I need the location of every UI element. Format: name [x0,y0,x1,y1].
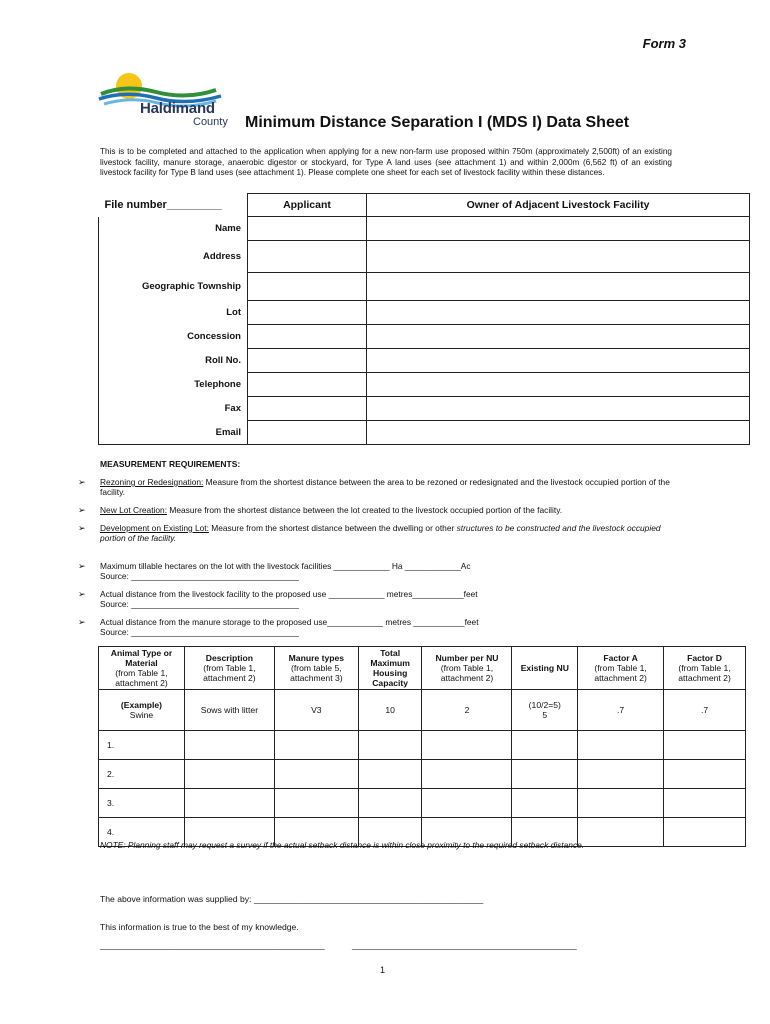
owner-name-field[interactable] [366,217,749,241]
applicant-column-header: Applicant [248,194,367,217]
example-row [99,690,746,731]
applicant-roll-field[interactable] [248,349,367,373]
bullet-icon: ➢ [78,617,86,627]
applicant-address-field[interactable] [248,241,367,273]
page-number: 1 [380,965,386,975]
header-description: Description (from Table 1, attachment 2) [184,647,274,690]
example-description: Sows with litter [184,690,274,731]
cell-input[interactable] [358,760,422,789]
email-label: Email [99,421,248,445]
newlot-label: New Lot Creation: [100,505,168,515]
example-capacity: 10 [358,690,422,731]
bullet-icon: ➢ [78,523,86,533]
example-type: (Example) Swine [99,690,185,731]
cell-input[interactable] [512,731,578,760]
lot-label: Lot [99,301,248,325]
header-number-per-nu: Number per NU (from Table 1, attachment 2) [422,647,512,690]
cell-input[interactable] [578,789,664,818]
owner-column-header: Owner of Adjacent Livestock Facility [366,194,749,217]
dev-italic: structures to be constructed and the livestock occupied portion of the facility. [100,523,661,543]
cell-input[interactable] [578,760,664,789]
signature-line-2[interactable]: _______________________________________________ [352,940,577,950]
newlot-text: Measure from the shortest distance between the lot created to the livestock occupied portion of the facility. [167,505,563,515]
cell-input[interactable] [578,731,664,760]
header-existing-nu: Existing NU [512,647,578,690]
measurement-title: MEASUREMENT REQUIREMENTS: [100,459,241,469]
cell-input[interactable] [422,760,512,789]
cell-input[interactable] [512,760,578,789]
address-label: Address [99,241,248,273]
roll-no-label: Roll No. [99,349,248,373]
cell-input[interactable] [512,789,578,818]
table-row [99,789,746,818]
owner-lot-field[interactable] [366,301,749,325]
fax-label: Fax [99,397,248,421]
rezoning-requirement [100,477,680,497]
form-label: Form 3 [642,36,686,51]
supplied-by-line[interactable]: The above information was supplied by: ________________________________________________ [100,894,484,904]
owner-concession-field[interactable] [366,325,749,349]
animal-calculation-table [98,646,746,847]
cell-input[interactable] [664,818,746,847]
rezoning-text: Measure from the shortest distance between the area to be rezoned or redesignated and the livestock occupied portion of the facility. [100,477,670,497]
example-manure: V3 [274,690,358,731]
logo-sub: County [193,116,228,128]
bullet-icon: ➢ [78,505,86,515]
new-lot-requirement [100,505,680,515]
page-title: Minimum Distance Separation I (MDS I) Data Sheet [245,114,630,131]
applicant-township-field[interactable] [248,273,367,301]
cell-input[interactable] [664,731,746,760]
bullet-icon: ➢ [78,589,86,599]
note-text: NOTE: Planning staff may request a survey if the actual setback distance is within close proximity to the required setback distance. [100,840,585,850]
facility-distance-line[interactable]: Actual distance from the livestock facility to the proposed use ____________ metres___________feet [100,589,478,599]
header-manure-types: Manure types (from table 5, attachment 3) [274,647,358,690]
applicant-name-field[interactable] [248,217,367,241]
header-factor-a: Factor A (from Table 1, attachment 2) [578,647,664,690]
cell-input[interactable] [184,789,274,818]
applicant-concession-field[interactable] [248,325,367,349]
table-row [99,760,746,789]
facility-source-line[interactable]: Source: ____________________________________ [100,599,299,609]
cell-input[interactable] [274,760,358,789]
row-number: 1. [99,731,185,760]
manure-distance-line[interactable]: Actual distance from the manure storage to the proposed use____________ metres ___________feet [100,617,479,627]
owner-township-field[interactable] [366,273,749,301]
row-number: 2. [99,760,185,789]
cell-input[interactable] [184,760,274,789]
cell-input[interactable] [422,789,512,818]
owner-fax-field[interactable] [366,397,749,421]
development-requirement [100,523,680,543]
applicant-telephone-field[interactable] [248,373,367,397]
concession-label: Concession [99,325,248,349]
logo-name: Haldimand [140,100,215,117]
telephone-label: Telephone [99,373,248,397]
owner-address-field[interactable] [366,241,749,273]
applicant-fax-field[interactable] [248,397,367,421]
applicant-email-field[interactable] [248,421,367,445]
header-animal-type: Animal Type or Material (from Table 1, attachment 2) [99,647,185,690]
name-label: Name [99,217,248,241]
tillable-source-line[interactable]: Source: ____________________________________ [100,571,299,581]
tillable-hectares-line[interactable]: Maximum tillable hectares on the lot with the livestock facilities ____________ Ha ____________Ac [100,561,471,571]
cell-input[interactable] [274,731,358,760]
file-number-label: File number_________ [104,199,222,211]
signature-line-1[interactable]: _______________________________________________ [100,940,325,950]
example-existing-nu: (10/2=5) 5 [512,690,578,731]
dev-label: Development on Existing Lot: [100,523,209,533]
owner-email-field[interactable] [366,421,749,445]
cell-input[interactable] [664,760,746,789]
manure-source-line[interactable]: Source: ____________________________________ [100,627,299,637]
cell-input[interactable] [664,789,746,818]
bullet-icon: ➢ [78,477,86,487]
row-number: 3. [99,789,185,818]
example-factor-d: .7 [664,690,746,731]
applicant-lot-field[interactable] [248,301,367,325]
example-factor-a: .7 [578,690,664,731]
cell-input[interactable] [358,789,422,818]
example-number-per-nu: 2 [422,690,512,731]
intro-paragraph: This is to be completed and attached to the application when applying for a new non-farm use proposed within 750m (approximately 2,500ft) of an existing livestock facility, manure storage, anaerobic digestor or stockyard, for Type A land uses (see attachment 1) and within 2,000m (6,562 ft) of an existing livestock facility for Type B land uses (see attachment 1). Please complete one sheet for each set of livestock facility within these distances. [100,147,672,177]
cell-input[interactable] [422,731,512,760]
applicant-info-table [98,193,750,445]
township-label: Geographic Township [99,273,248,301]
header-factor-d: Factor D (from Table 1, attachment 2) [664,647,746,690]
table-row [99,731,746,760]
cell-input[interactable] [184,731,274,760]
owner-telephone-field[interactable] [366,373,749,397]
cell-input[interactable] [358,731,422,760]
dev-text: Measure from the shortest distance between the dwelling or other [208,523,457,533]
bullet-icon: ➢ [78,561,86,571]
row-number: 4. [99,818,185,847]
rezoning-label: Rezoning or Redesignation: [100,477,204,487]
true-info-statement: This information is true to the best of my knowledge. [100,922,299,932]
owner-roll-field[interactable] [366,349,749,373]
cell-input[interactable] [274,789,358,818]
header-capacity: Total Maximum Housing Capacity [358,647,422,690]
